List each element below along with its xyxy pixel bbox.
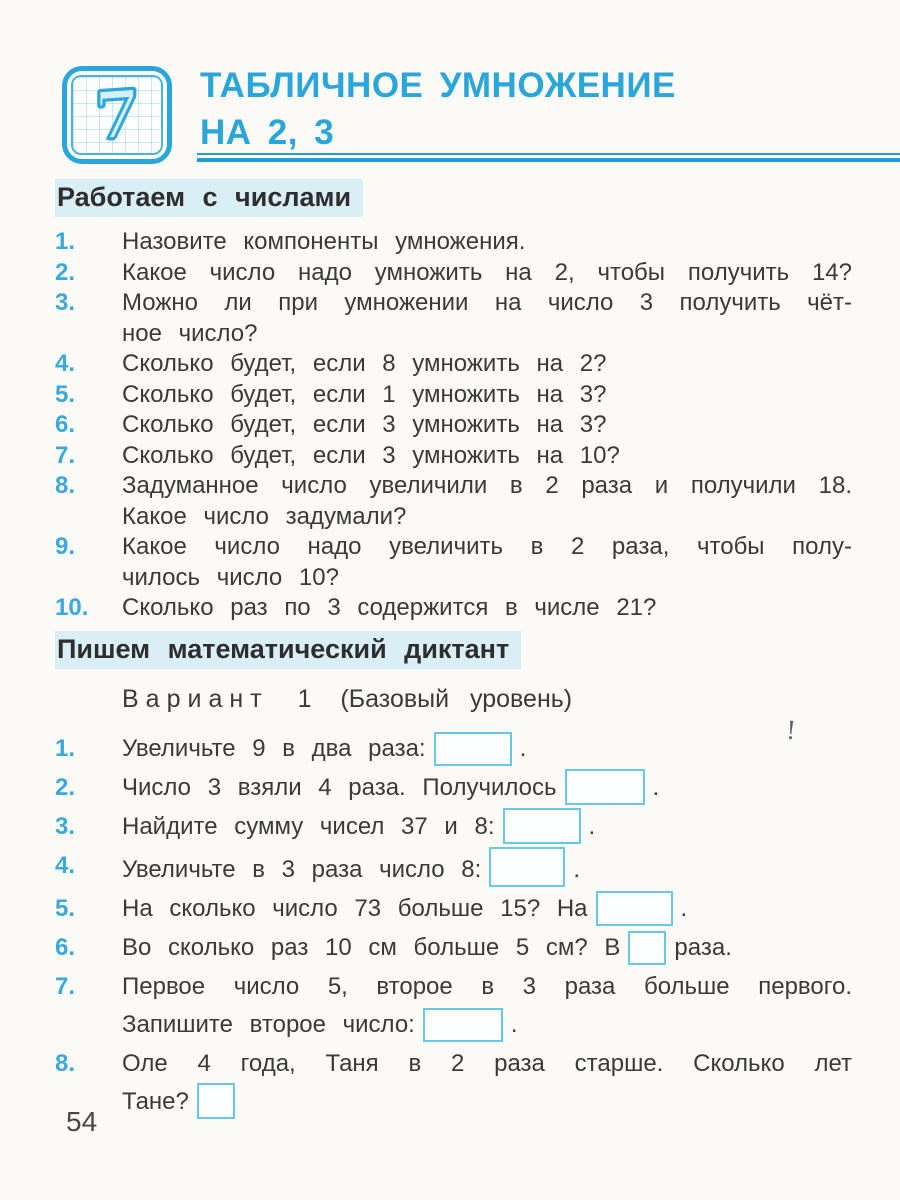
section-heading-numbers	[55, 182, 852, 213]
question-number: 6.	[55, 411, 76, 438]
dictation-item	[55, 929, 852, 967]
answer-box[interactable]	[596, 891, 673, 926]
question-number: 2.	[55, 773, 76, 801]
dictation-text-post: .	[510, 1010, 518, 1038]
question-number: 7.	[55, 441, 76, 469]
question-number: 8.	[55, 472, 76, 499]
answer-box[interactable]	[503, 808, 581, 844]
dictation-text	[122, 808, 852, 846]
dictation-text-pre: Во сколько раз 10 см больше 5 см? В	[122, 933, 621, 961]
stray-pen-mark: !	[785, 715, 798, 746]
answer-box[interactable]	[423, 1008, 503, 1042]
question-line: Какое число надо умножить на 2, чтобы получить 14?	[122, 258, 852, 286]
question-number: 3.	[55, 289, 76, 316]
question-number: 4.	[55, 851, 76, 879]
question-item	[55, 410, 852, 441]
dictation-text	[122, 769, 852, 807]
question-text	[122, 349, 852, 380]
question-text	[122, 593, 852, 624]
dictation-text-pre: Число 3 взяли 4 раза. Получилось	[122, 773, 557, 801]
question-text	[122, 380, 852, 411]
page-content	[55, 182, 852, 1122]
dictation-text-post: .	[588, 812, 596, 840]
dictation-text-post: .	[652, 773, 660, 801]
dictation-item	[55, 968, 852, 1044]
dictation-text-pre: Найдите сумму чисел 37 и 8:	[122, 812, 495, 840]
dictation-text-post: .	[573, 855, 580, 883]
dictation-item	[55, 730, 852, 768]
question-number: 5.	[55, 380, 76, 408]
answer-box[interactable]	[434, 732, 512, 766]
dictation-text-post: .	[519, 734, 527, 762]
dictation-text-pre: Тане?	[122, 1087, 189, 1115]
question-text	[122, 471, 852, 532]
dictation-line: Оле 4 года, Таня в 2 раза старше. Сколько лет	[122, 1049, 852, 1077]
question-line: Какое число задумали?	[122, 502, 407, 530]
question-text	[122, 288, 852, 349]
dictation-item	[55, 1045, 852, 1121]
answer-box[interactable]	[565, 769, 645, 805]
question-line: Можно ли при умножении на число 3 получить чёт-	[122, 289, 852, 316]
dictation-text	[122, 730, 852, 768]
dictation-text-post: .	[680, 894, 688, 922]
title-underline	[197, 153, 900, 162]
question-line: Сколько будет, если 8 умножить на 2?	[122, 350, 607, 377]
question-text	[122, 532, 852, 593]
variant-word: Вариант	[122, 684, 269, 713]
question-item	[55, 227, 852, 258]
answer-box[interactable]	[197, 1083, 235, 1119]
question-item	[55, 441, 852, 472]
question-number: 8.	[55, 1049, 76, 1077]
question-item	[55, 380, 852, 411]
question-number: 2.	[55, 258, 76, 286]
section-heading-dictation-label: Пишем математический диктант	[55, 631, 521, 669]
dictation-text-post: раза.	[674, 933, 732, 961]
question-item	[55, 288, 852, 349]
variant-level: (Базовый уровень)	[340, 684, 573, 713]
dictation-item	[55, 847, 852, 889]
question-number: 1.	[55, 734, 76, 762]
dictation-text	[122, 890, 852, 928]
question-item	[55, 349, 852, 380]
question-text	[122, 441, 852, 472]
question-number: 9.	[55, 533, 76, 560]
question-line: Сколько будет, если 3 умножить на 10?	[122, 441, 620, 469]
dictation-text	[122, 847, 852, 889]
question-number: 3.	[55, 812, 76, 840]
question-item	[55, 258, 852, 289]
questions-list	[55, 227, 852, 624]
question-line: ное число?	[122, 319, 258, 347]
dictation-text	[122, 929, 852, 967]
section-heading-dictation	[55, 634, 852, 665]
question-line: Задуманное число увеличили в 2 раза и получили 18.	[122, 472, 852, 499]
dictation-text-pre: Запишите второе число:	[122, 1010, 415, 1038]
question-number: 10.	[55, 594, 89, 621]
question-number: 7.	[55, 972, 76, 1000]
question-text	[122, 227, 852, 258]
question-line: Сколько будет, если 3 умножить на 3?	[122, 411, 607, 438]
dictation-text-pre: На сколько число 73 больше 15? На	[122, 894, 588, 922]
dictation-line: Первое число 5, второе в 3 раза больше первого.	[122, 972, 852, 1000]
question-line: Какое число надо увеличить в 2 раза, чтобы полу-	[122, 533, 852, 560]
question-text	[122, 410, 852, 441]
question-item	[55, 593, 852, 624]
title-line-2: НА 2, 3	[200, 113, 335, 152]
dictation-text	[122, 1045, 852, 1121]
dictation-text-pre: Увеличьте в 3 раза число 8:	[122, 855, 482, 883]
variant-heading	[122, 685, 852, 714]
question-item	[55, 471, 852, 532]
question-line: Сколько раз по 3 содержится в числе 21?	[122, 594, 657, 621]
variant-number: 1	[297, 684, 312, 713]
dictation-item	[55, 890, 852, 928]
dictation-item	[55, 769, 852, 807]
chapter-number: 7	[94, 74, 140, 156]
answer-box[interactable]	[628, 931, 666, 965]
dictation-list	[55, 730, 852, 1121]
page-title	[200, 62, 676, 156]
dictation-text-pre: Увеличьте 9 в два раза:	[122, 734, 426, 762]
chapter-badge	[62, 66, 172, 164]
grid-paper-background	[71, 75, 163, 155]
question-item	[55, 532, 852, 593]
question-line: Сколько будет, если 1 умножить на 3?	[122, 380, 607, 408]
dictation-text	[122, 968, 852, 1044]
section-heading-numbers-label: Работаем с числами	[55, 179, 363, 217]
question-number: 6.	[55, 933, 76, 961]
question-number: 5.	[55, 894, 76, 922]
question-line: чилось число 10?	[122, 563, 339, 591]
title-line-1: ТАБЛИЧНОЕ УМНОЖЕНИЕ	[200, 66, 676, 105]
question-text	[122, 258, 852, 289]
question-number: 4.	[55, 350, 76, 377]
question-line: Назовите компоненты умножения.	[122, 228, 526, 255]
page-number: 54	[66, 1106, 98, 1137]
question-number: 1.	[55, 228, 76, 255]
answer-box[interactable]	[489, 847, 565, 887]
dictation-item	[55, 808, 852, 846]
